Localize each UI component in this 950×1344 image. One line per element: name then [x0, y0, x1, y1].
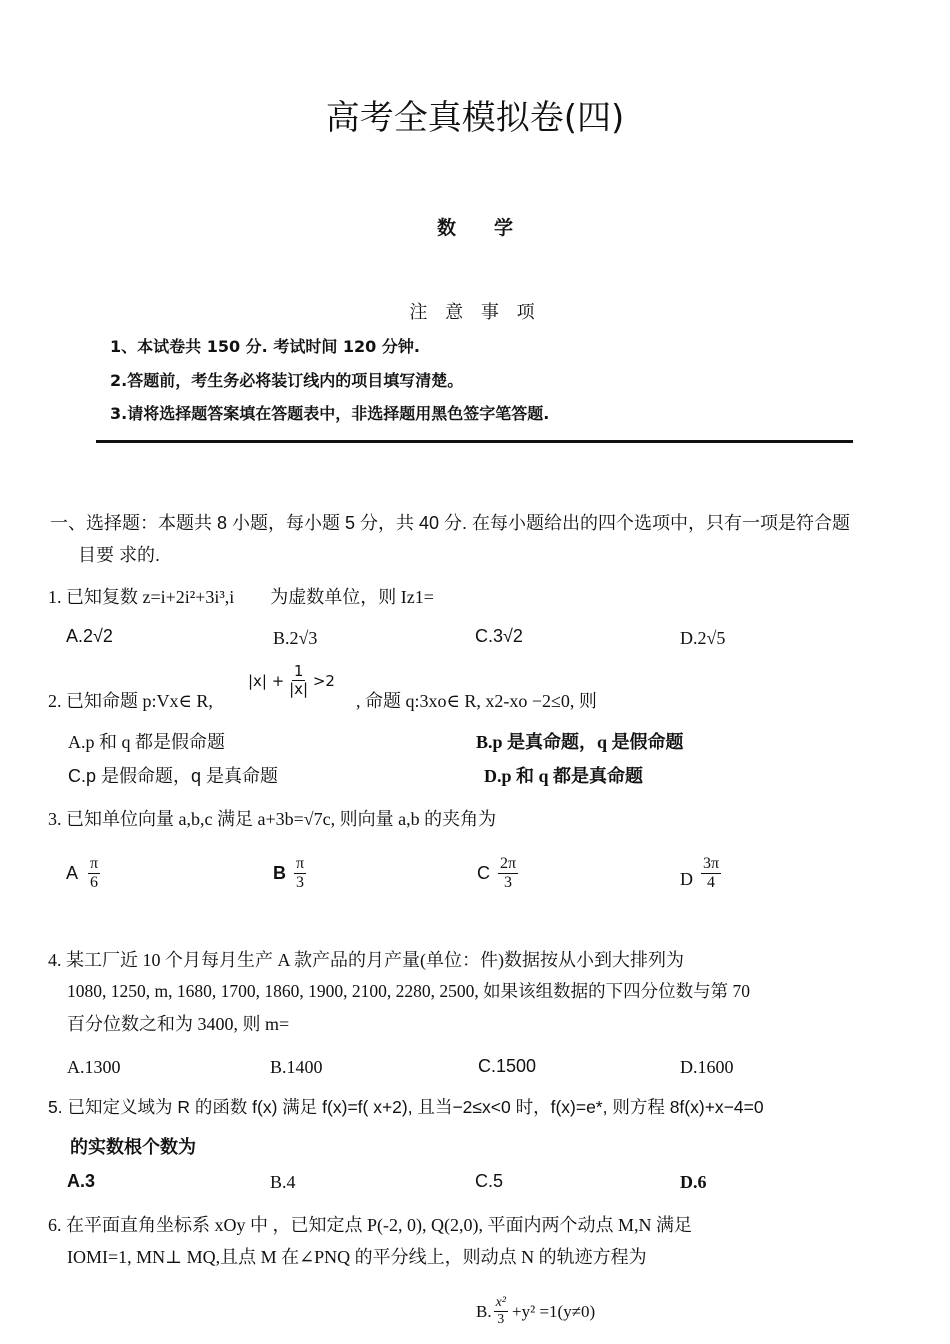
fraction-denominator: 6 [90, 874, 99, 891]
inequality-denominator: |x| [289, 680, 309, 698]
fraction-numerator: 2π [500, 855, 517, 872]
option-label: B. [476, 1301, 492, 1321]
option-label: B [273, 863, 286, 883]
question-4-line1: 4. 某工厂近 10 个月每月生产 A 款产品的月产量(单位：件)数据按从小到大排列为 [48, 950, 684, 970]
fraction-numerator: π [296, 855, 305, 872]
question-1-option-b: B.2√3 [273, 628, 318, 648]
question-3-option-c [477, 856, 518, 891]
question-1-option-d: D.2√5 [680, 628, 726, 648]
question-1-option-a: A.2√2 [66, 626, 113, 646]
question-4-option-d: D.1600 [680, 1057, 734, 1077]
inequality-left: |x| + [248, 671, 290, 690]
header-divider [96, 440, 853, 443]
option-fraction [294, 856, 306, 891]
question-6-line1: 6. 在平面直角坐标系 xOy 中 ，已知定点 P(-2, 0), Q(2,0), 平面内两个动点 M,N 满足 [48, 1215, 692, 1235]
question-4-line2: 1080, 1250, m, 1680, 1700, 1860, 1900, 2100, 2280, 2500, 如果该组数据的下四分位数与第 70 [67, 981, 750, 1001]
question-2-stem-end: , 命题 q:3xo∈ R, x2-xo −2≤0, 则 [356, 691, 597, 711]
question-5-option-a: A.3 [67, 1171, 96, 1191]
fraction-denominator: 3 [296, 874, 305, 891]
section-heading-line1: 一、选择题：本题共 8 小题，每小题 5 分，共 40 分. 在每小题给出的四个选项中，只有一项是符合题 [50, 513, 851, 533]
option-fraction [88, 856, 100, 891]
question-5-line1: 5. 已知定义域为 R 的函数 f(x) 满足 f(x)=f( x+2), 且当−2≤x<0 时，f(x)=e*, 则方程 8f(x)+x−4=0 [48, 1097, 764, 1117]
question-3-stem: 3. 已知单位向量 a,b,c 满足 a+3b=√7c, 则向量 a,b 的夹角为 [48, 809, 497, 829]
question-5-option-b: B.4 [270, 1172, 296, 1192]
notice-item-3: 3.请将选择题答案填在答题表中，非选择题用黑色签字笔答题. [110, 404, 550, 423]
question-5-option-d: D.6 [680, 1172, 707, 1192]
option-label: D [680, 869, 693, 889]
question-2-option-b: B.p 是真命题，q 是假命题 [476, 732, 684, 752]
option-fraction [494, 1296, 508, 1327]
fraction-numerator: 3π [703, 855, 720, 872]
question-2-option-d: D.p 和 q 都是真命题 [484, 766, 644, 786]
exam-title: 高考全真模拟卷(四) [325, 98, 625, 138]
subject-heading: 数 学 [436, 217, 513, 239]
notice-item-1: 1、本试卷共 150 分. 考试时间 120 分钟. [110, 337, 420, 356]
option-label: A [66, 863, 79, 883]
fraction-denominator: 4 [707, 874, 716, 891]
question-4-option-b: B.1400 [270, 1057, 323, 1077]
inequality-numerator: 1 [293, 662, 304, 680]
question-3-option-d [680, 856, 721, 891]
inequality-right: >2 [308, 671, 335, 690]
question-2-option-a: A.p 和 q 都是假命题 [68, 732, 225, 752]
notice-title: 注 意 事 项 [409, 302, 541, 323]
question-4-line3: 百分位数之和为 3400, 则 m= [67, 1014, 290, 1034]
question-5-option-c: C.5 [475, 1171, 504, 1191]
question-3-option-b [273, 856, 306, 891]
fraction-denominator: 3 [504, 874, 513, 891]
option-label: C [477, 863, 490, 883]
question-6-option-b [476, 1296, 595, 1327]
fraction-numerator: π [90, 855, 99, 872]
question-1-stem: 1. 已知复数 z=i+2i²+3i³,i 为虚数单位，则 Iz1= [48, 587, 434, 607]
question-1-option-c: C.3√2 [475, 626, 523, 646]
fraction-denominator: 3 [497, 1312, 505, 1327]
question-5-line2: 的实数根个数为 [70, 1137, 196, 1157]
notice-item-2: 2.答题前，考生务必将装订线内的项目填写清楚。 [110, 371, 464, 390]
option-fraction [701, 856, 721, 891]
question-6-line2: IOMI=1, MN⊥ MQ,且点 M 在∠PNQ 的平分线上，则动点 N 的轨迹方程为 [67, 1247, 647, 1267]
question-2-option-c: C.p 是假命题，q 是真命题 [68, 766, 279, 786]
question-2-stem-start: 2. 已知命题 p:Vx∈ R, [48, 691, 213, 711]
option-fraction [498, 856, 518, 891]
question-4-option-c: C.1500 [478, 1056, 537, 1076]
question-2-inequality [248, 664, 335, 697]
fraction-numerator: x² [495, 1295, 507, 1310]
section-heading-line2: 目要 求的. [78, 545, 161, 565]
option-equation: +y² =1(y≠0) [512, 1301, 596, 1321]
question-4-option-a: A.1300 [67, 1057, 121, 1077]
inequality-fraction [289, 664, 308, 697]
question-3-option-a [66, 856, 100, 891]
